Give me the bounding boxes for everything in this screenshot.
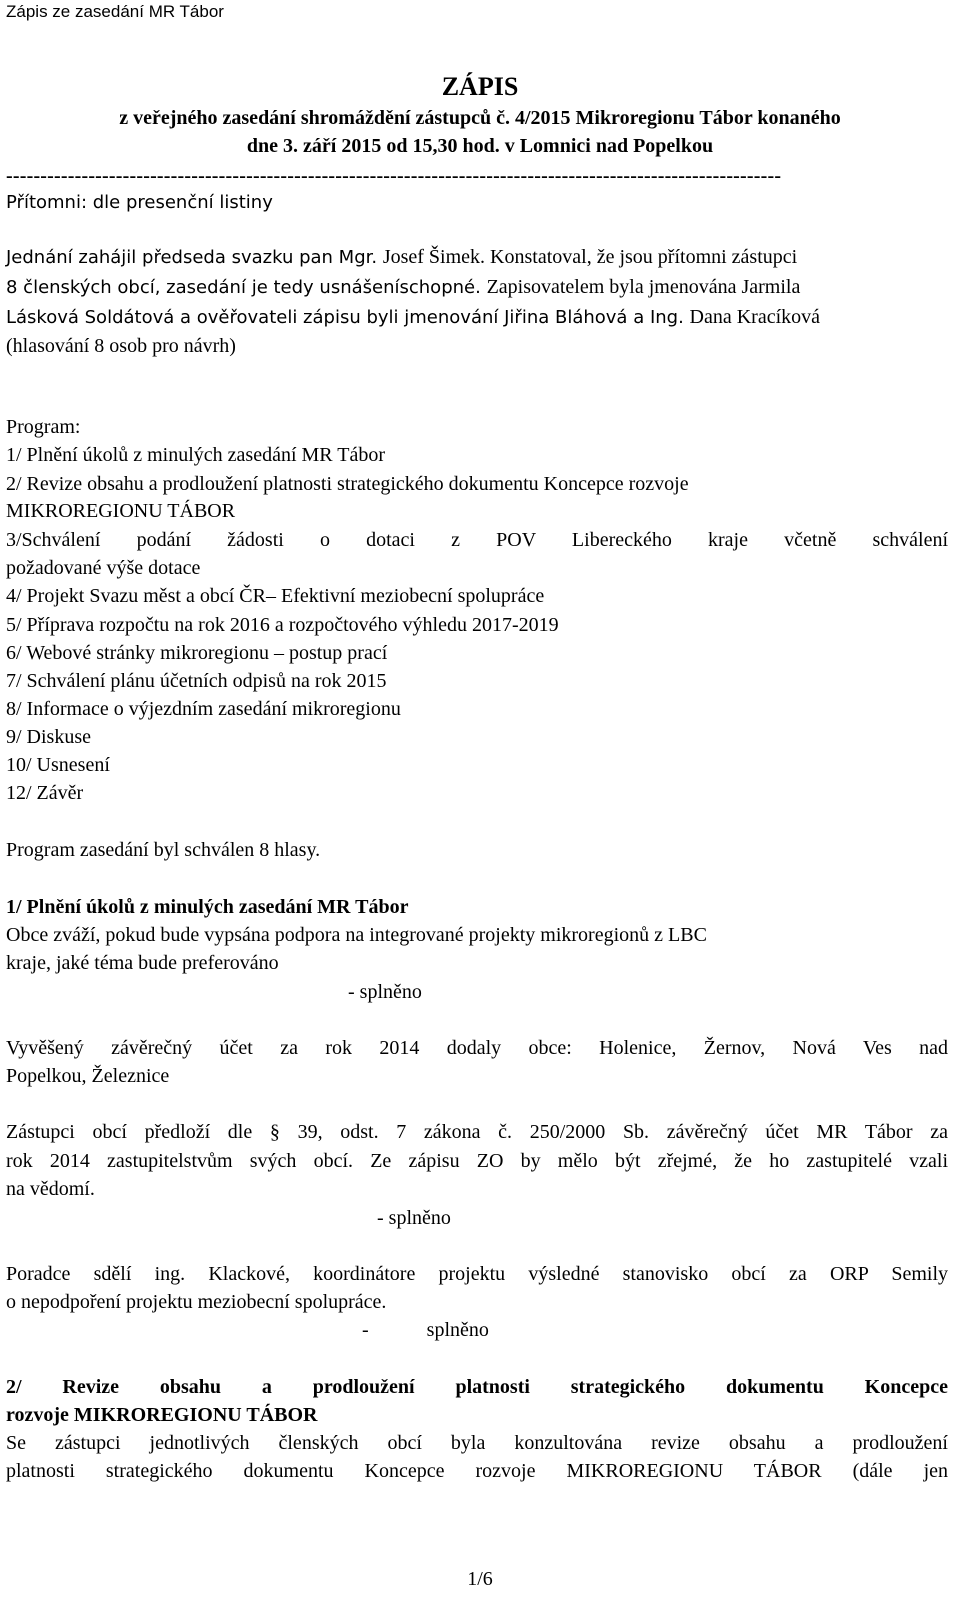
opening-text: Konstatoval, že jsou přítomni zástupci	[490, 246, 798, 268]
section-1-text: Poradce sdělí ing. Klackové, koordinátore projektu výsledné stanovisko obcí za ORP Semily	[6, 1263, 948, 1285]
opening-text: Dana Kracíková	[689, 306, 821, 328]
opening-line-2	[6, 275, 948, 300]
status-done: - splněno	[377, 1207, 451, 1229]
section-1-text: Obce zváží, pokud bude vypsána podpora na integrované projekty mikroregionů z LBC	[6, 924, 707, 946]
section-2-heading: rozvoje MIKROREGIONU TÁBOR	[6, 1404, 318, 1426]
opening-line-4: (hlasování 8 osob pro návrh)	[6, 335, 236, 357]
program-item: požadované výše dotace	[6, 557, 201, 579]
opening-text: Zapisovatelem byla jmenována Jarmila	[486, 276, 801, 298]
opening-line-3	[6, 305, 948, 330]
program-item: 4/ Projekt Svazu měst a obcí ČR– Efektivní meziobecní spolupráce	[6, 585, 545, 607]
opening-text: Lásková Soldátová a ověřovateli zápisu byli jmenování Jiřina Bláhová a Ing.	[6, 307, 690, 328]
status-word: splněno	[426, 1319, 489, 1341]
program-item: 2/ Revize obsahu a prodloužení platnosti strategického dokumentu Koncepce rozvoje	[6, 473, 689, 495]
program-item: 9/ Diskuse	[6, 726, 91, 748]
program-heading: Program:	[6, 416, 81, 438]
section-1-text: kraje, jaké téma bude preferováno	[6, 952, 279, 974]
opening-line-1	[6, 245, 948, 270]
section-1-text: Zástupci obcí předloží dle § 39, odst. 7 zákona č. 250/2000 Sb. závěrečný účet MR Tábor za	[6, 1121, 948, 1143]
section-2-text: platnosti strategického dokumentu Koncepce rozvoje MIKROREGIONU TÁBOR (dále jen	[6, 1460, 948, 1482]
opening-text: 8 členských obcí, zasedání je tedy usnášeníschopné.	[6, 277, 487, 298]
program-item: 1/ Plnění úkolů z minulých zasedání MR Tábor	[6, 444, 386, 466]
opening-text: Jednání zahájil předseda svazku pan Mgr.	[6, 247, 383, 268]
page-number: 1/6	[467, 1568, 493, 1590]
section-1-text: rok 2014 zastupitelstvům svých obcí. Ze zápisu ZO by mělo být zřejmé, že ho zastupitelé vzali	[6, 1150, 948, 1172]
section-1-text: Popelkou, Železnice	[6, 1065, 170, 1087]
program-item: 5/ Příprava rozpočtu na rok 2016 a rozpočtového výhledu 2017-2019	[6, 614, 559, 636]
title-separator: -----------------------------------------------------------------------------------------------------------------	[6, 166, 782, 186]
status-done	[362, 1318, 489, 1342]
title-line-2: dne 3. září 2015 od 15,30 hod. v Lomnici nad Popelkou	[246, 135, 714, 157]
section-1-text: na vědomí.	[6, 1178, 95, 1200]
program-item: 6/ Webové stránky mikroregionu – postup prací	[6, 642, 388, 664]
program-item: 8/ Informace o výjezdním zasedání mikroregionu	[6, 698, 401, 720]
program-approved: Program zasedání byl schválen 8 hlasy.	[6, 839, 321, 861]
section-1-heading: 1/ Plnění úkolů z minulých zasedání MR Tábor	[6, 896, 409, 918]
status-dash: -	[362, 1319, 369, 1341]
section-2-heading: 2/ Revize obsahu a prodloužení platnosti strategického dokumentu Koncepce	[6, 1376, 948, 1398]
program-item: MIKROREGIONU TÁBOR	[6, 500, 236, 522]
program-item: 3/Schválení podání žádosti o dotaci z POV Libereckého kraje včetně schválení	[6, 529, 948, 551]
program-item: 7/ Schválení plánu účetních odpisů na rok 2015	[6, 670, 387, 692]
document-title: ZÁPIS	[441, 72, 519, 101]
status-done: - splněno	[348, 981, 422, 1003]
running-header: Zápis ze zasedání MR Tábor	[6, 2, 224, 21]
attendance-line: Přítomni: dle presenční listiny	[6, 192, 273, 213]
section-1-text: Vyvěšený závěrečný účet za rok 2014 dodaly obce: Holenice, Žernov, Nová Ves nad	[6, 1037, 948, 1059]
title-line-1: z veřejného zasedání shromáždění zástupců č. 4/2015 Mikroregionu Tábor konaného	[119, 107, 841, 129]
opening-text: Josef Šimek.	[382, 246, 491, 268]
program-item: 12/ Závěr	[6, 782, 84, 804]
section-1-text: o nepodpoření projektu meziobecní spolupráce.	[6, 1291, 387, 1313]
section-2-text: Se zástupci jednotlivých členských obcí byla konzultována revize obsahu a prodloužení	[6, 1432, 948, 1454]
program-item: 10/ Usnesení	[6, 754, 110, 776]
